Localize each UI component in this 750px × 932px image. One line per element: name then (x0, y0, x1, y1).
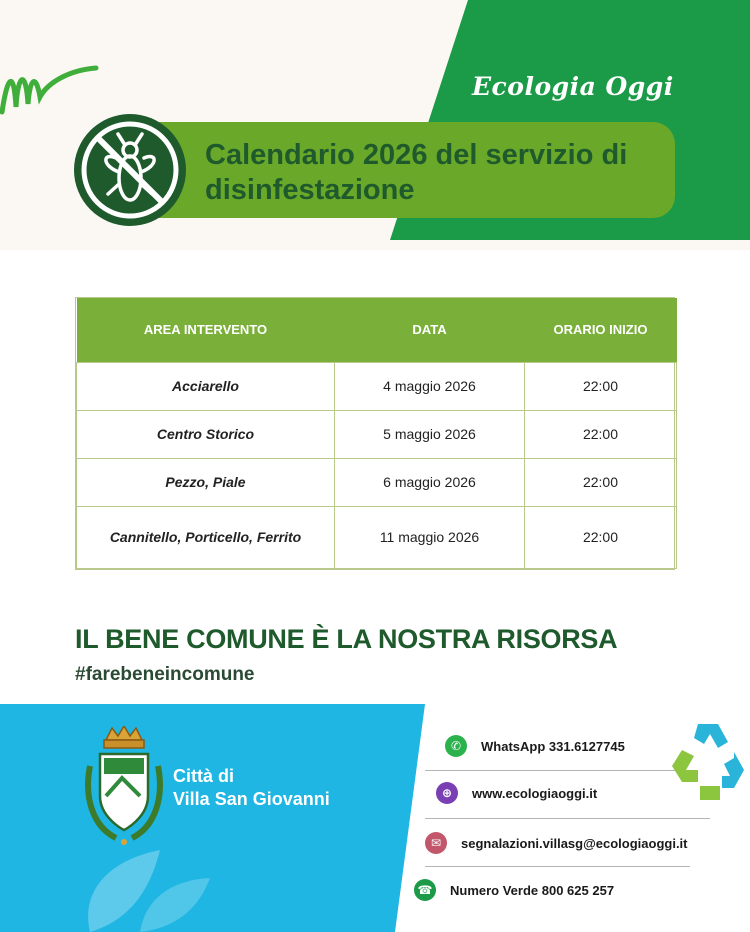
header-area: AREA INTERVENTO (77, 298, 335, 362)
coat-of-arms-icon (82, 726, 166, 846)
cell-area: Acciarello (77, 362, 335, 410)
cell-orario: 22:00 (525, 506, 677, 568)
contact-phone[interactable] (414, 879, 614, 901)
whatsapp-icon: ✆ (445, 735, 467, 757)
city-line-2: Villa San Giovanni (173, 789, 330, 809)
cell-data: 11 maggio 2026 (335, 506, 525, 568)
city-line-1: Città di (173, 766, 234, 786)
cell-orario: 22:00 (525, 410, 677, 458)
divider (425, 818, 710, 819)
contact-email[interactable] (425, 832, 688, 854)
brand-logo-text: Ecologia Oggi (472, 72, 674, 101)
cell-data: 4 maggio 2026 (335, 362, 525, 410)
table-row (77, 362, 677, 410)
recycle-icon (664, 716, 750, 808)
table-row (77, 506, 677, 568)
contact-website[interactable] (436, 782, 597, 804)
cell-orario: 22:00 (525, 362, 677, 410)
globe-icon: ⊕ (436, 782, 458, 804)
phone-icon: ☎ (414, 879, 436, 901)
cell-area: Pezzo, Piale (77, 458, 335, 506)
header-orario: ORARIO INIZIO (525, 298, 677, 362)
contact-whatsapp-text: WhatsApp 331.6127745 (481, 738, 625, 754)
page-title: Calendario 2026 del servizio di disinfestazione (205, 139, 628, 206)
cell-area: Cannitello, Porticello, Ferrito (77, 506, 335, 568)
contact-phone-text: Numero Verde 800 625 257 (450, 882, 615, 898)
contact-website-text: www.ecologiaoggi.it (472, 785, 598, 801)
schedule-table (75, 297, 675, 570)
cell-orario: 22:00 (525, 458, 677, 506)
divider (425, 770, 695, 771)
table-header-row (77, 298, 677, 362)
table-row (77, 458, 677, 506)
mail-icon: ✉ (425, 832, 447, 854)
cell-data: 5 maggio 2026 (335, 410, 525, 458)
contact-whatsapp[interactable] (445, 735, 625, 757)
contact-email-text: segnalazioni.villasg@ecologiaoggi.it (461, 835, 688, 851)
header-data: DATA (335, 298, 525, 362)
no-insects-icon (72, 112, 188, 228)
hashtag: #farebeneincomune (75, 664, 255, 685)
divider (425, 866, 690, 867)
cell-data: 6 maggio 2026 (335, 458, 525, 506)
city-name (173, 765, 330, 811)
cell-area: Centro Storico (77, 410, 335, 458)
table-row (77, 410, 677, 458)
slogan: IL BENE COMUNE È LA NOSTRA RISORSA (75, 624, 618, 654)
